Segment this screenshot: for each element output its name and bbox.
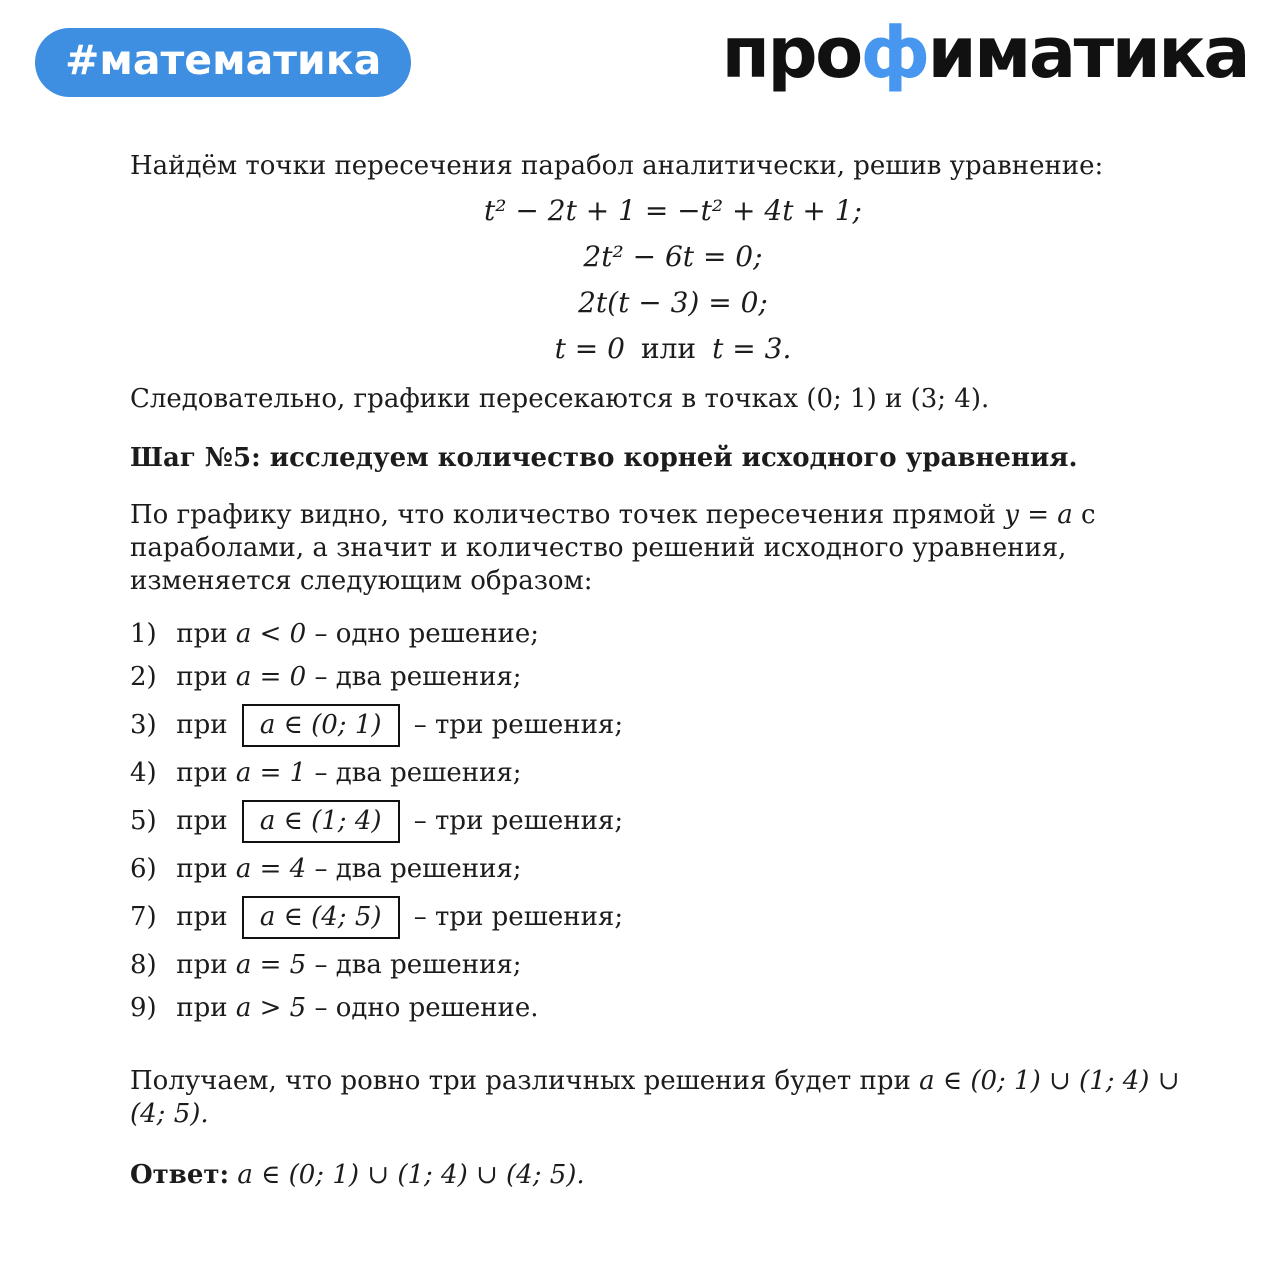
- hashtag-badge[interactable]: [35, 28, 411, 97]
- case-tail: – два решения;: [314, 950, 522, 980]
- case-tail: – три решения;: [413, 710, 624, 740]
- equation-1: t² − 2t + 1 = −t² + 4t + 1;: [484, 194, 862, 227]
- case-condition: a = 5: [235, 950, 307, 980]
- case-number: 4): [130, 758, 157, 788]
- answer-math: a ∈ (0; 1) ∪ (1; 4) ∪ (4; 5).: [237, 1160, 585, 1190]
- case-tail: – три решения;: [413, 902, 624, 932]
- result-paragraph: [130, 1065, 1216, 1131]
- case-condition: a < 0: [235, 619, 307, 649]
- solution-content: [130, 150, 1216, 1192]
- case-pre: при: [176, 710, 228, 740]
- intro-paragraph: Найдём точки пересечения парабол аналитически, решив уравнение:: [130, 151, 1104, 181]
- case-item-9: [130, 992, 1216, 1025]
- case-tail: – два решения;: [314, 854, 522, 884]
- equation-4-connector: или: [640, 332, 697, 365]
- case-number: 8): [130, 950, 157, 980]
- case-tail: – одно решение.: [314, 993, 539, 1023]
- analysis-text-post: с параболами, а значит и количество решений исходного уравнения, изменяется следующим образом:: [130, 500, 1096, 596]
- equation-4-left: t = 0: [554, 332, 625, 365]
- case-tail: – три решения;: [413, 806, 624, 836]
- case-condition: a > 5: [235, 993, 307, 1023]
- case-number: 3): [130, 710, 157, 740]
- logo-text-pre: про: [721, 12, 861, 94]
- logo-accent-letter: ф: [860, 12, 928, 94]
- analysis-math: y = a: [1004, 500, 1073, 530]
- equation-4: [130, 331, 1216, 367]
- case-item-7: [130, 896, 1216, 939]
- hashtag-label: #математика: [65, 36, 382, 84]
- case-number: 2): [130, 662, 157, 692]
- case-pre: при: [176, 619, 228, 649]
- case-pre: при: [176, 758, 228, 788]
- answer-label: Ответ:: [130, 1160, 230, 1190]
- case-item-6: [130, 853, 1216, 886]
- case-number: 9): [130, 993, 157, 1023]
- brand-logo: [722, 12, 1248, 94]
- case-number: 6): [130, 854, 157, 884]
- case-pre: при: [176, 993, 228, 1023]
- analysis-paragraph: [130, 499, 1216, 598]
- case-condition-boxed: a ∈ (4; 5): [242, 896, 400, 939]
- result-text: Получаем, что ровно три различных решения будет при: [130, 1066, 911, 1096]
- case-pre: при: [176, 854, 228, 884]
- intersection-conclusion: Следовательно, графики пересекаются в точках (0; 1) и (3; 4).: [130, 384, 990, 414]
- case-pre: при: [176, 662, 228, 692]
- case-condition: a = 1: [235, 758, 307, 788]
- equation-2: 2t² − 6t = 0;: [583, 240, 763, 273]
- case-item-8: [130, 949, 1216, 982]
- case-item-5: [130, 800, 1216, 843]
- case-item-4: [130, 757, 1216, 790]
- equation-4-right: t = 3.: [712, 332, 792, 365]
- case-item-1: [130, 618, 1216, 651]
- case-condition-boxed: a ∈ (1; 4): [242, 800, 400, 843]
- case-condition: a = 4: [235, 854, 307, 884]
- case-tail: – два решения;: [314, 758, 522, 788]
- case-item-3: [130, 704, 1216, 747]
- logo-text-post: иматика: [927, 12, 1248, 94]
- case-pre: при: [176, 950, 228, 980]
- cases-list: [130, 618, 1216, 1025]
- case-pre: при: [176, 806, 228, 836]
- case-condition: a = 0: [235, 662, 307, 692]
- answer-line: [130, 1159, 1216, 1192]
- equation-3: 2t(t − 3) = 0;: [578, 286, 768, 319]
- case-number: 5): [130, 806, 157, 836]
- case-tail: – два решения;: [314, 662, 522, 692]
- case-pre: при: [176, 902, 228, 932]
- step-5-heading: Шаг №5: исследуем количество корней исходного уравнения.: [130, 443, 1078, 473]
- case-item-2: [130, 661, 1216, 694]
- result-math: a ∈ (0; 1) ∪ (1; 4) ∪ (4; 5).: [130, 1066, 1180, 1129]
- case-number: 1): [130, 619, 157, 649]
- case-number: 7): [130, 902, 157, 932]
- analysis-text-pre: По графику видно, что количество точек пересечения прямой: [130, 500, 996, 530]
- case-tail: – одно решение;: [314, 619, 540, 649]
- case-condition-boxed: a ∈ (0; 1): [242, 704, 400, 747]
